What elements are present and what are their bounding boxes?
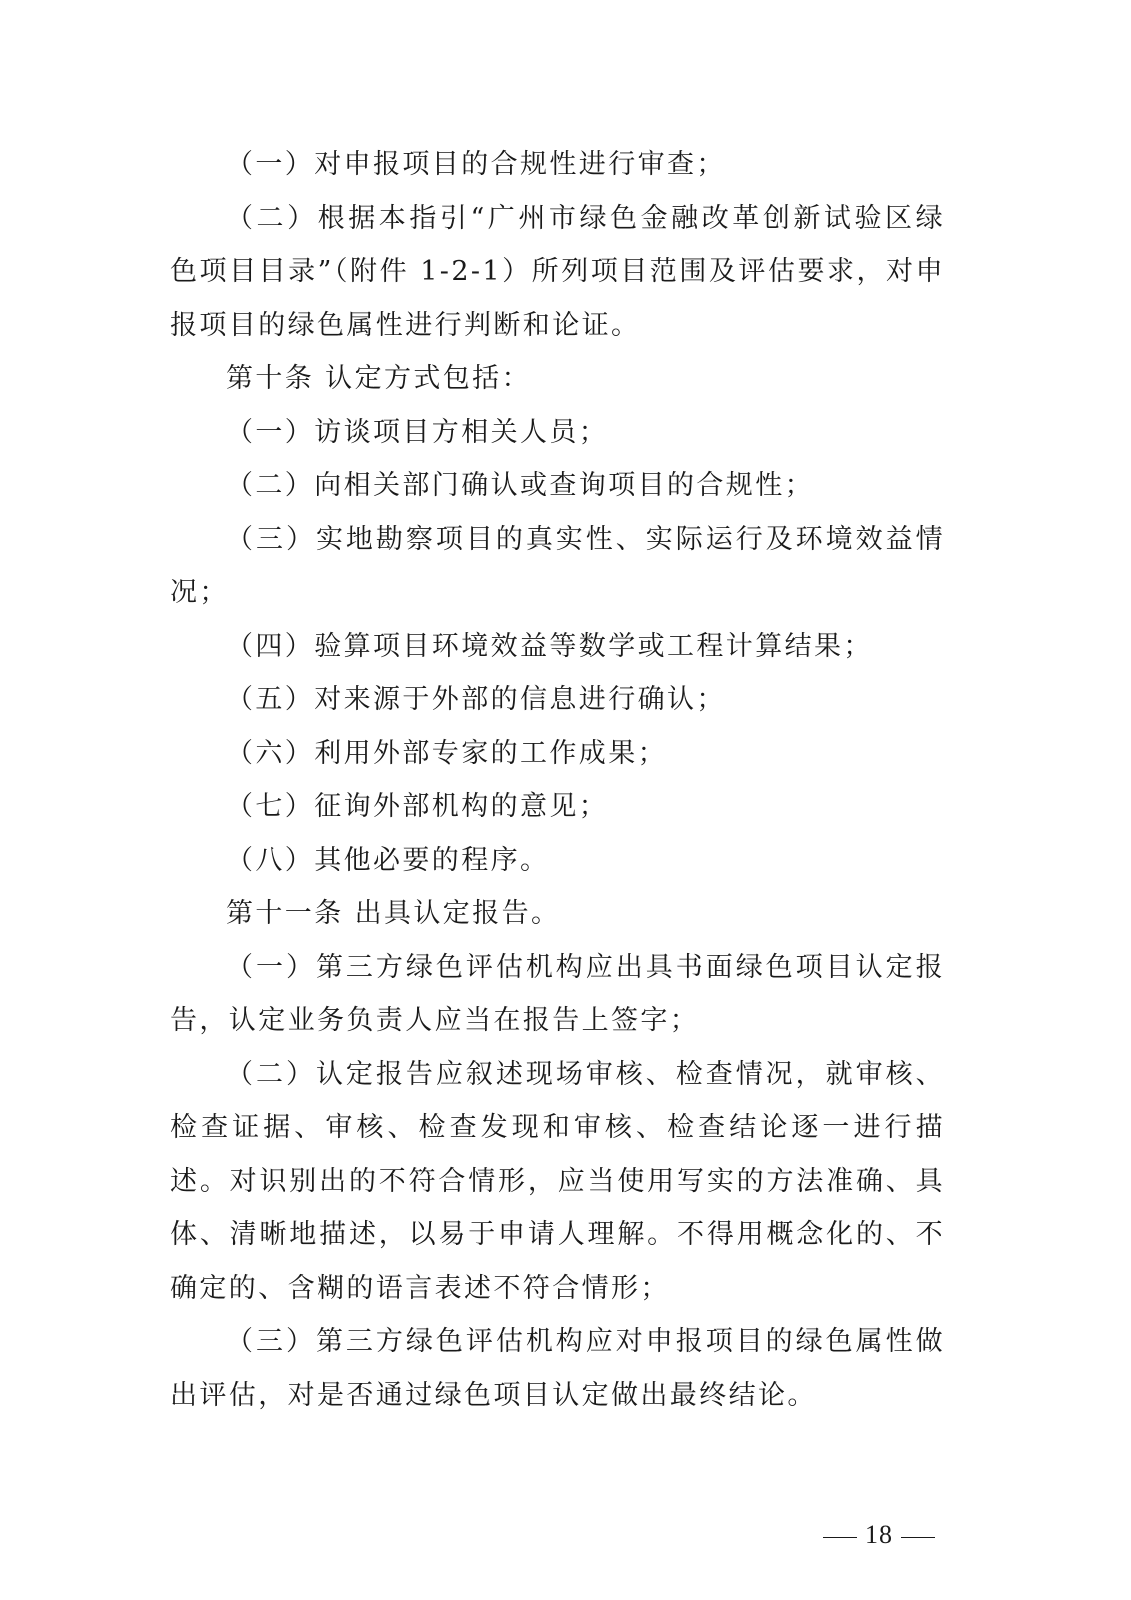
page-number-value: 18 (865, 1520, 893, 1549)
page-number-left-dash (823, 1537, 857, 1538)
paragraph-site-survey: （三）实地勘察项目的真实性、实际运行及环境效益情况； (170, 523, 945, 608)
paragraph-review-compliance: （一）对申报项目的合规性进行审查； (226, 149, 726, 180)
document-body (170, 138, 945, 1422)
paragraph-green-attribute-assessment: （二）根据本指引“广州市绿色金融改革创新试验区绿色项目目录”（附件 1-2-1）所列项目范围及评估要求，对申报项目的绿色属性进行判断和论证。 (170, 202, 945, 341)
paragraph-final-conclusion: （三）第三方绿色评估机构应对申报项目的绿色属性做出评估，对是否通过绿色项目认定做出最终结论。 (170, 1326, 945, 1411)
paragraph-confirm-external-info: （五）对来源于外部的信息进行确认； (226, 684, 726, 715)
paragraph-written-report: （一）第三方绿色评估机构应出具书面绿色项目认定报告，认定业务负责人应当在报告上签字； (170, 951, 945, 1036)
page-number (815, 1520, 943, 1550)
paragraph-verify-calculations: （四）验算项目环境效益等数学或工程计算结果； (226, 630, 873, 662)
paragraph-confirm-compliance: （二）向相关部门确认或查询项目的合规性； (226, 470, 814, 501)
paragraph-report-content: （二）认定报告应叙述现场审核、检查情况，就审核、检查证据、审核、检查发现和审核、检查结论逐一进行描述。对识别出的不符合情形，应当使用写实的方法准确、具体、清晰地描述，以易于申请人理解。不得用概念化的、不确定的、含糊的语言表述不符合情形； (170, 1058, 945, 1304)
paragraph-consult-external: （七）征询外部机构的意见； (226, 791, 609, 822)
paragraph-use-expert-work: （六）利用外部专家的工作成果； (226, 737, 667, 769)
article-11-heading: 第十一条 出具认定报告。 (226, 898, 561, 929)
page-number-right-dash (901, 1537, 935, 1538)
paragraph-other-procedures: （八）其他必要的程序。 (226, 844, 550, 876)
article-10-heading: 第十条 认定方式包括： (226, 363, 531, 394)
paragraph-interview: （一）访谈项目方相关人员； (226, 416, 609, 448)
